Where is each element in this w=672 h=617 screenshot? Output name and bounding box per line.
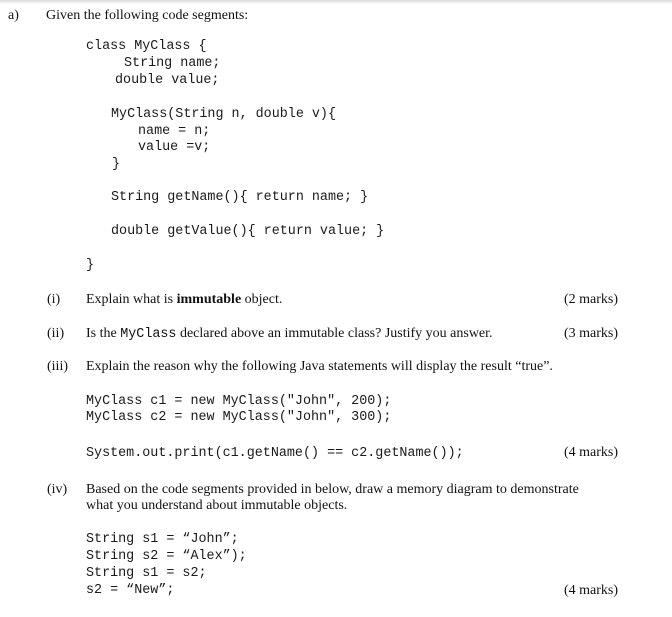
top-shadow (0, 0, 672, 4)
code-line: } (112, 157, 121, 172)
question-intro: Given the following code segments: (46, 8, 249, 23)
code-line: String getName(){ return name; } (111, 190, 369, 205)
code-line: double value; (115, 73, 220, 88)
code-line: } (86, 258, 95, 273)
code-line: String name; (124, 56, 221, 71)
code-line: MyClass(String n, double v){ (111, 107, 336, 122)
code-line: name = n; (138, 124, 211, 139)
marks-label: (4 marks) (563, 583, 618, 598)
code-line: String s1 = “John”; (86, 532, 239, 547)
code-line: String s1 = s2; (86, 566, 207, 581)
part-i-question: Explain what is immutable object. (86, 292, 283, 307)
part-iii-question: Explain the reason why the following Java statements will display the result “true”. (86, 359, 553, 374)
part-number: (iv) (47, 482, 68, 497)
marks-label: (4 marks) (563, 445, 618, 460)
part-number: (i) (47, 292, 61, 307)
part-number: (ii) (47, 326, 65, 341)
part-ii-question: Is the MyClass declared above an immutable class? Justify you answer. (86, 326, 493, 342)
code-line: class MyClass { (86, 39, 207, 54)
code-line: MyClass c2 = new MyClass("John", 300); (86, 410, 392, 425)
marks-label: (2 marks) (563, 292, 618, 307)
part-iv-question-line1: Based on the code segments provided in below, draw a memory diagram to demonstrate (86, 482, 579, 497)
code-line: double getValue(){ return value; } (111, 224, 385, 239)
part-iv-question-line2: what you understand about immutable objects. (86, 498, 348, 513)
code-line: System.out.print(c1.getName() == c2.getName()); (86, 446, 464, 461)
part-number: (iii) (47, 359, 68, 374)
code-line: s2 = “New”; (86, 583, 175, 598)
code-line: String s2 = “Alex”); (86, 549, 247, 564)
question-label: a) (8, 8, 19, 23)
code-line: MyClass c1 = new MyClass("John", 200); (86, 394, 392, 409)
code-line: value =v; (138, 140, 211, 155)
marks-label: (3 marks) (563, 326, 618, 341)
